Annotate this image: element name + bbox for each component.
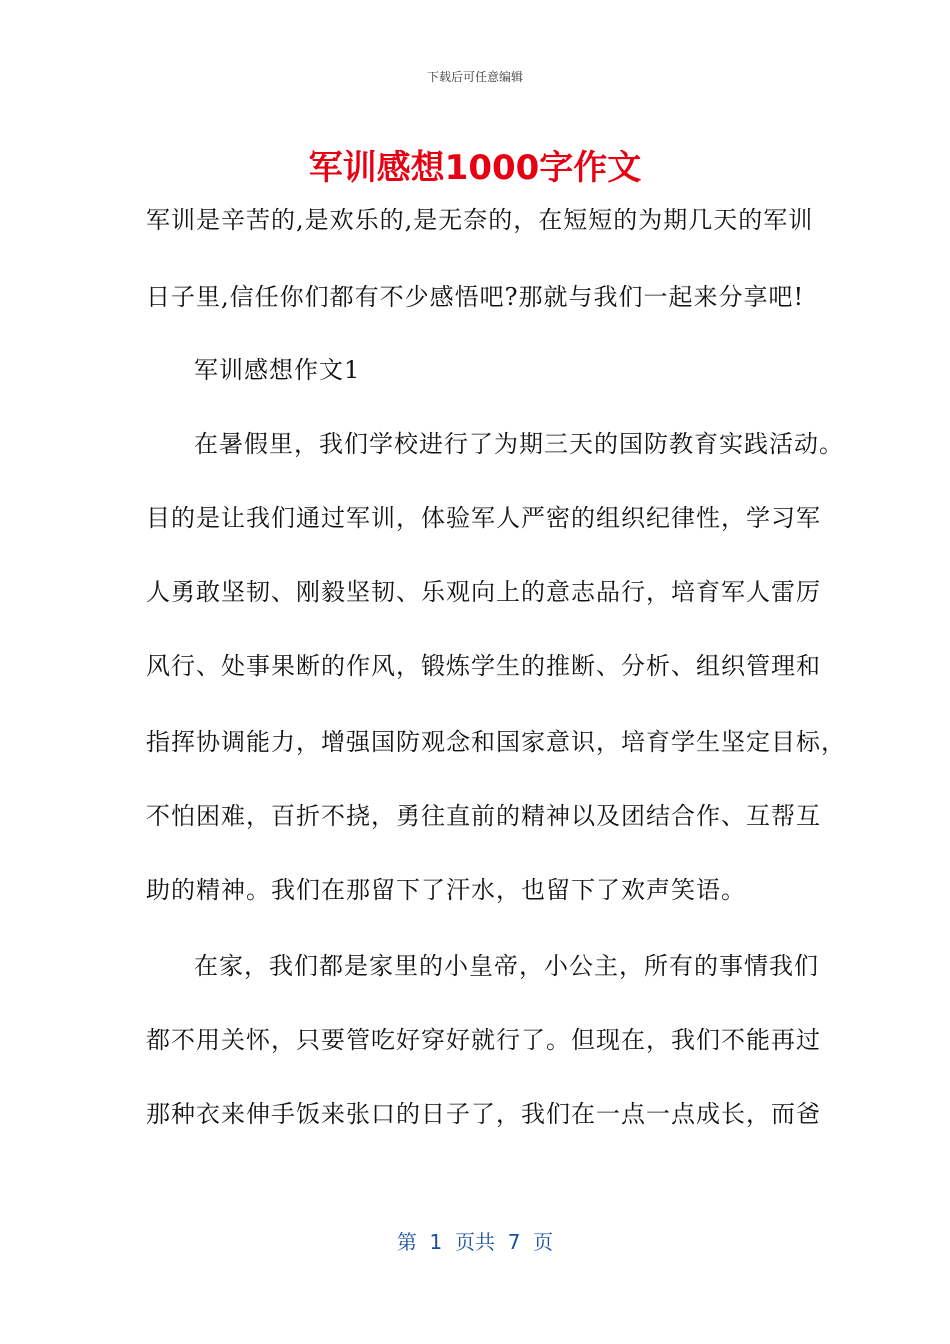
body-line-8: 指挥协调能力，增强国防观念和国家意识，培育学生坚定目标， <box>146 728 846 756</box>
body-line-9: 不怕困难，百折不挠，勇往直前的精神以及团结合作、互帮互 <box>146 802 821 830</box>
body-line-10: 助的精神。我们在那留下了汗水，也留下了欢声笑语。 <box>146 876 746 904</box>
body-line-7: 风行、处事果断的作风，锻炼学生的推断、分析、组织管理和 <box>146 652 821 680</box>
body-line-11: 在家，我们都是家里的小皇帝，小公主，所有的事情我们 <box>194 952 819 980</box>
page-footer: 第 1 页共 7 页 <box>396 1230 554 1254</box>
body-line-13: 那种衣来伸手饭来张口的日子了，我们在一点一点成长，而爸 <box>146 1100 821 1128</box>
body-line-1: 军训是辛苦的,是欢乐的,是无奈的，在短短的为期几天的军训 <box>146 206 814 234</box>
body-line-4: 在暑假里，我们学校进行了为期三天的国防教育实践活动。 <box>194 430 844 458</box>
document-title: 军训感想1000字作文 <box>308 148 642 188</box>
header-note: 下载后可任意编辑 <box>426 70 523 84</box>
body-line-12: 都不用关怀，只要管吃好穿好就行了。但现在，我们不能再过 <box>146 1026 821 1054</box>
body-line-5: 目的是让我们通过军训，体验军人严密的组织纪律性，学习军 <box>146 504 821 532</box>
section-heading: 军训感想作文1 <box>194 356 361 384</box>
body-line-6: 人勇敢坚韧、刚毅坚韧、乐观向上的意志品行，培育军人雷厉 <box>146 578 821 606</box>
body-line-2: 日子里,信任你们都有不少感悟吧?那就与我们一起来分享吧! <box>146 283 805 311</box>
